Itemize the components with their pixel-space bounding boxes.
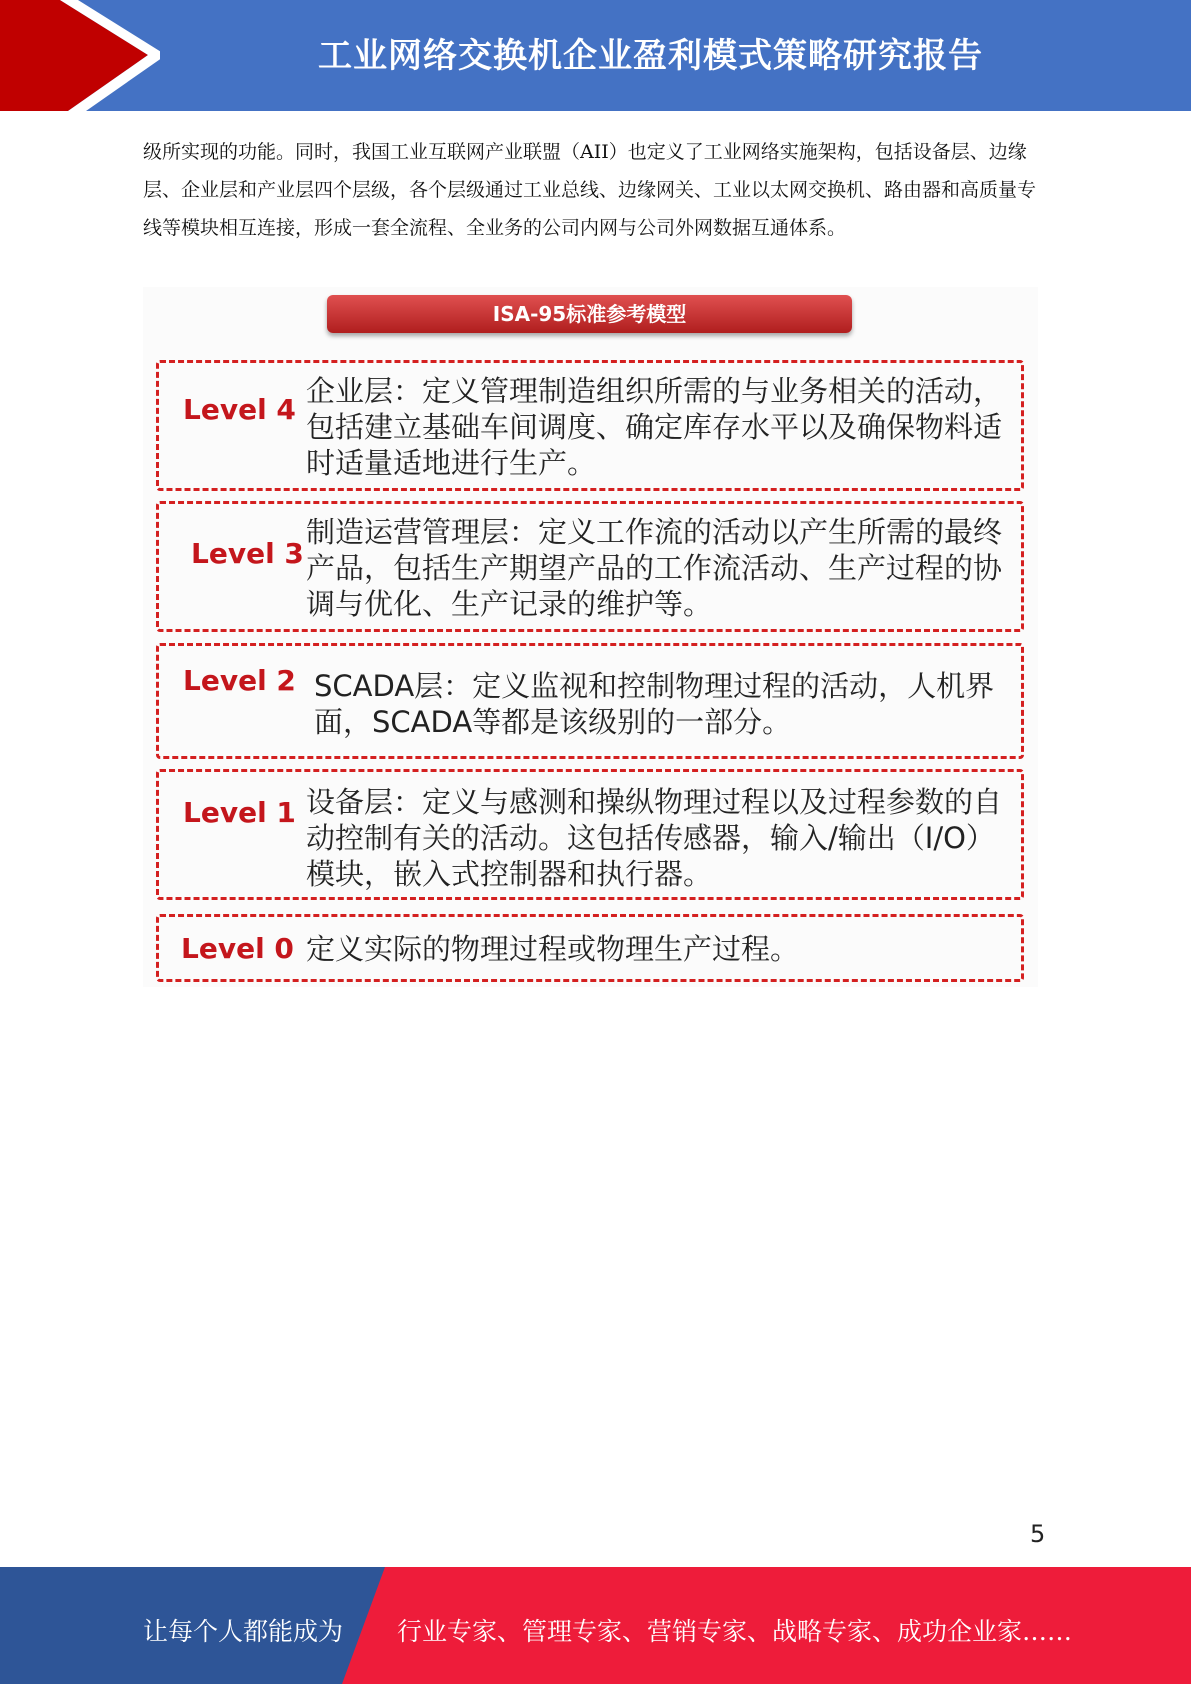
footer-slogan-right: 行业专家、管理专家、营销专家、战略专家、成功企业家…… <box>397 1617 1073 1646</box>
level-2-label: Level 2 <box>183 664 296 697</box>
page-number: 5 <box>1030 1520 1046 1548</box>
level-0-box <box>156 914 1024 982</box>
report-title: 工业网络交换机企业盈利模式策略研究报告 <box>318 36 983 76</box>
level-2-text: SCADA层：定义监视和控制物理过程的活动，人机界面，SCADA等都是该级别的一部分。 <box>314 669 995 739</box>
header-arrow-icon <box>0 0 160 111</box>
level-0-text: 定义实际的物理过程或物理生产过程。 <box>306 932 800 966</box>
level-0-label: Level 0 <box>181 932 294 965</box>
isa95-figure <box>143 287 1038 987</box>
level-3-box <box>156 501 1024 632</box>
level-1-text: 设备层：定义与感测和操纵物理过程以及过程参数的自动控制有关的活动。这包括传感器，输入/输出（I/O）模块，嵌入式控制器和执行器。 <box>306 785 1003 891</box>
level-1-label: Level 1 <box>183 796 296 829</box>
level-3-label: Level 3 <box>191 537 304 570</box>
footer-banner <box>0 1567 1191 1684</box>
body-paragraph: 级所实现的功能。同时，我国工业互联网产业联盟（AII）也定义了工业网络实施架构，包括设备层、边缘层、企业层和产业层四个层级，各个层级通过工业总线、边缘网关、工业以太网交换机、路由器和高质量专线等模块相互连接，形成一套全流程、全业务的公司内网与公司外网数据互通体系。 <box>143 141 1037 239</box>
level-4-box <box>156 360 1024 491</box>
header-bar <box>0 0 1191 111</box>
level-4-text: 企业层：定义管理制造组织所需的与业务相关的活动，包括建立基础车间调度、确定库存水平以及确保物料适时适量适地进行生产。 <box>306 374 1003 480</box>
footer-slogan-left: 让每个人都能成为 <box>143 1617 344 1646</box>
level-4-label: Level 4 <box>183 393 296 426</box>
level-1-box <box>156 769 1024 900</box>
level-3-text: 制造运营管理层：定义工作流的活动以产生所需的最终产品，包括生产期望产品的工作流活动、生产过程的协调与优化、生产记录的维护等。 <box>306 515 1003 621</box>
level-2-box <box>156 643 1024 759</box>
figure-title: ISA-95标准参考模型 <box>327 295 852 333</box>
